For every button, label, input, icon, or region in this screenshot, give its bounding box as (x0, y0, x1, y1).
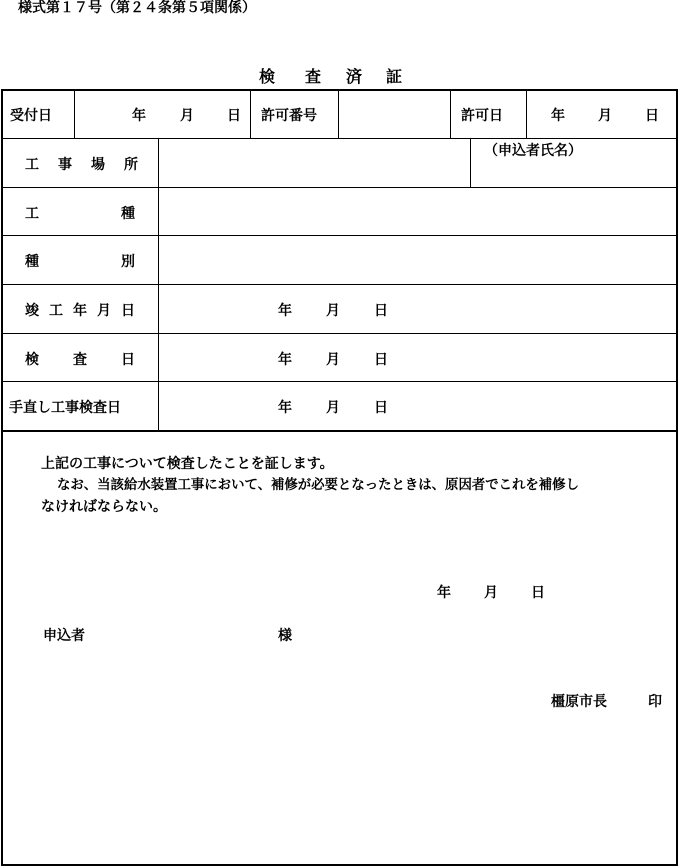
issuer-name: 橿原市長 (551, 694, 607, 710)
title-char: 査 (305, 67, 322, 86)
day-unit: 日 (227, 108, 241, 124)
col-divider (74, 90, 75, 138)
seal-mark: 印 (648, 694, 662, 710)
category-field[interactable] (160, 236, 676, 283)
month-unit: 月 (484, 585, 498, 601)
repair-notice-line1: なお、当該給水装置工事において、補修が必要となったときは、原因者でこれを補修し (57, 478, 579, 493)
day-unit: 日 (374, 303, 388, 319)
permit-number-label: 許可番号 (261, 108, 317, 124)
label-char: 年 (73, 303, 87, 319)
work-type-label-char: 工 (25, 206, 39, 222)
day-unit: 日 (645, 108, 659, 124)
table-bottom-divider (1, 430, 678, 432)
year-unit: 年 (278, 352, 292, 368)
label-char: 場 (91, 157, 105, 173)
year-unit: 年 (437, 585, 451, 601)
year-unit: 年 (278, 303, 292, 319)
label-char: 日 (121, 303, 135, 319)
row-divider (1, 284, 678, 285)
certificate-statement: 上記の工事について検査したことを証します。 (41, 456, 334, 472)
permit-number-field[interactable] (340, 91, 449, 137)
label-char: 検 (25, 352, 39, 368)
category-label-char: 種 (25, 254, 39, 270)
year-unit: 年 (551, 108, 565, 124)
label-char: 所 (124, 157, 138, 173)
reinspection-date-label: 手直し工事検査日 (9, 400, 121, 416)
title-char: 済 (346, 67, 363, 86)
construction-site-field[interactable] (160, 139, 469, 186)
applicant-name-field[interactable] (100, 624, 270, 646)
month-unit: 月 (326, 352, 340, 368)
receipt-date-label: 受付日 (10, 108, 52, 124)
month-unit: 月 (326, 303, 340, 319)
work-type-field[interactable] (160, 188, 676, 234)
form-number: 様式第１７号（第２４条第５項関係） (18, 0, 256, 16)
work-type-label-char: 種 (121, 206, 135, 222)
label-char: 工 (49, 303, 63, 319)
applicant-name-label: （申込者氏名） (484, 143, 582, 159)
year-unit: 年 (132, 108, 146, 124)
col-divider (250, 90, 251, 138)
applicant-col-divider (470, 138, 471, 187)
label-char: 月 (97, 303, 111, 319)
day-unit: 日 (531, 585, 545, 601)
day-unit: 日 (374, 400, 388, 416)
row-divider (1, 333, 678, 334)
month-unit: 月 (598, 108, 612, 124)
month-unit: 月 (326, 400, 340, 416)
row-divider (1, 381, 678, 382)
category-label-char: 別 (121, 254, 135, 270)
label-char: 査 (73, 352, 87, 368)
repair-notice-line2: なければならない。 (41, 499, 167, 515)
applicant-label: 申込者 (43, 628, 85, 644)
permit-date-label: 許可日 (461, 108, 503, 124)
col-divider (338, 90, 339, 138)
label-char: 日 (121, 352, 135, 368)
honorific: 様 (278, 628, 292, 644)
title-char: 検 (259, 67, 276, 86)
label-char: 事 (58, 157, 72, 173)
title-char: 証 (386, 67, 403, 86)
year-unit: 年 (278, 400, 292, 416)
label-col-divider (158, 138, 159, 430)
month-unit: 月 (180, 108, 194, 124)
label-char: 工 (25, 157, 39, 173)
label-char: 竣 (25, 303, 39, 319)
day-unit: 日 (374, 352, 388, 368)
col-divider (450, 90, 451, 138)
col-divider (526, 90, 527, 138)
